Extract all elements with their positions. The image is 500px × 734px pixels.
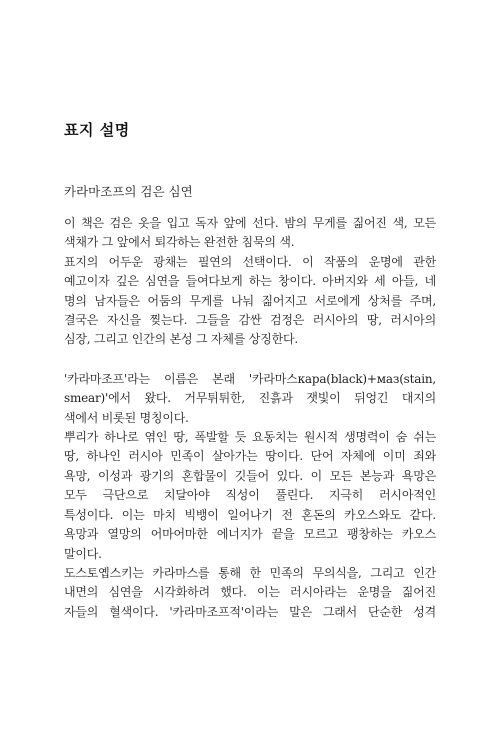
text-line: '카라마조프'라는 이름은 본래 '카라마스кара(black)+маз(stain, <box>64 371 436 386</box>
text-line: 색에서 비롯된 명칭이다. <box>64 410 189 425</box>
body-text <box>64 214 436 622</box>
text-line: 모두 극단으로 치달아야 직성이 풀린다. 지극히 러시아적인 <box>64 488 436 503</box>
section-subtitle: 카라마조프의 검은 심연 <box>64 184 193 199</box>
text-line: 결국은 자신을 찢는다. 그들을 감싼 검정은 러시아의 땅, 러시아의 <box>64 313 436 328</box>
text-line: 심장, 그리고 인간의 본성 그 자체를 상징한다. <box>64 332 298 347</box>
text-line: 땅, 하나인 러시아 민족이 살아가는 땅이다. 단어 자체에 이미 죄와 <box>64 449 436 464</box>
paragraph-2 <box>64 370 436 622</box>
text-line: 색채가 그 앞에서 퇴각하는 완전한 침묵의 색. <box>64 235 295 250</box>
text-line: smear)'에서 왔다. 거무튀튀한, 진흙과 잿빛이 뒤엉긴 대지의 <box>64 391 436 406</box>
text-line: 욕망과 열망의 어마어마한 에너지가 끝을 모르고 팽창하는 카오스 <box>64 527 436 542</box>
paragraph-1 <box>64 214 436 350</box>
text-line: 자들의 혈색이다. '카라마조프적'이라는 말은 그래서 단순한 성격 <box>64 604 436 619</box>
text-line: 표지의 어두운 광채는 필연의 선택이다. 이 작품의 운명에 관한 <box>64 254 436 269</box>
text-line: 뿌리가 하나로 엮인 땅, 폭발할 듯 요동치는 원시적 생명력이 숨 쉬는 <box>64 430 436 445</box>
text-line: 말이다. <box>64 546 102 561</box>
text-line: 명의 남자들은 어둠의 무게를 나눠 짊어지고 서로에게 상처를 주며, <box>64 293 436 308</box>
page-heading: 표지 설명 <box>64 121 130 139</box>
paragraph-gap <box>64 350 436 370</box>
text-line: 예고이자 깊은 심연을 들여다보게 하는 창이다. 아버지와 세 아들, 네 <box>64 274 436 289</box>
text-line: 욕망, 이성과 광기의 혼합물이 깃들어 있다. 이 모든 본능과 욕망은 <box>64 468 436 483</box>
text-line: 내면의 심연을 시각화하려 했다. 이는 러시아라는 운명을 짊어진 <box>64 585 436 600</box>
text-line: 이 책은 검은 옷을 입고 독자 앞에 선다. 밤의 무게를 짊어진 색, 모든 <box>64 216 436 230</box>
text-line: 특성이다. 이는 마치 빅뱅이 일어나기 전 혼돈의 카오스와도 같다. <box>64 507 436 522</box>
text-line: 도스토옙스키는 카라마스를 통해 한 민족의 무의식을, 그리고 인간 <box>64 565 436 580</box>
